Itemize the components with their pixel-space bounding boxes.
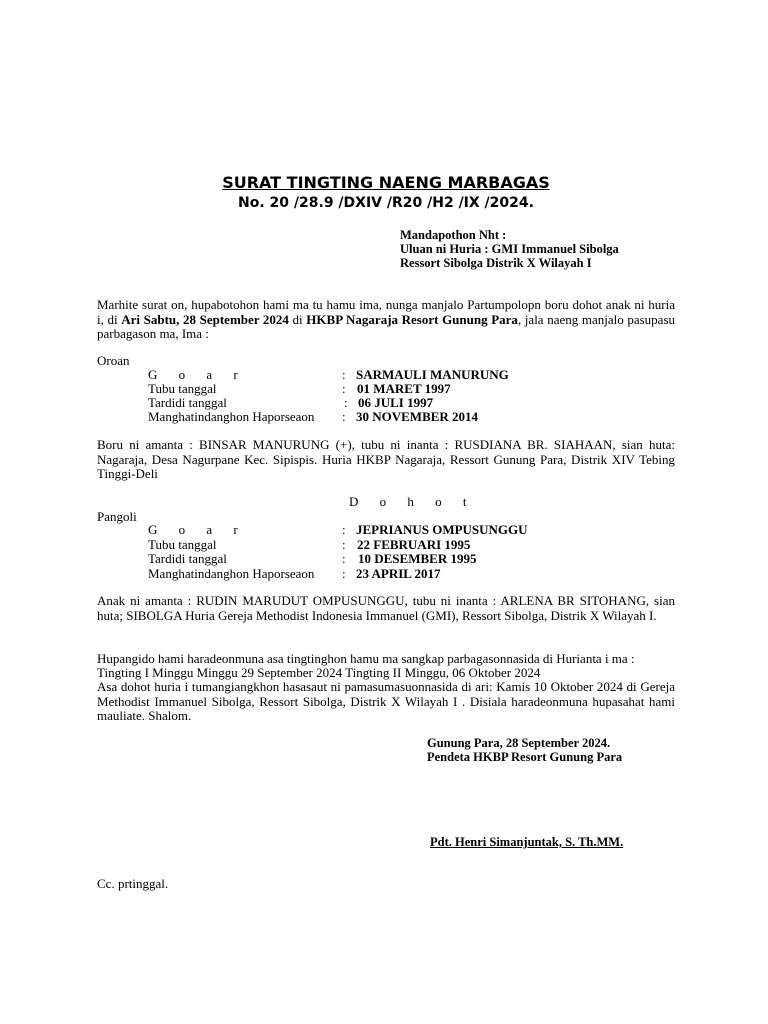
bride-name-colon: : <box>342 367 346 382</box>
groom-confirmation-value: 23 APRIL 2017 <box>356 566 441 581</box>
signature-place-date: Gunung Para, 28 September 2024. <box>427 736 611 750</box>
bride-heading: Oroan <box>97 353 130 368</box>
signature-name: Pdt. Henri Simanjuntak, S. Th.MM. <box>430 835 624 849</box>
groom-confirmation-label: Manghatindanghon Haporseaon <box>148 566 315 581</box>
announcement-paragraph: Asa dohot huria i tumangiangkhon hasasaut ni pamasumasuonnasida di ari: Kamis 10 Oktober 2024 di Gereja Methodist Immanuel Sibolga, Ressort Sibolga, Distrik X Wilayah I . Disiala haradeonmuna hupasahat hami mauliate. Shalom. <box>97 679 675 723</box>
bride-baptism-value: 06 JULI 1997 <box>358 395 434 410</box>
groom-baptism-value: 10 DESEMBER 1995 <box>358 551 477 566</box>
bride-confirmation-colon: : <box>342 409 346 424</box>
cc-line: Cc. prtinggal. <box>97 876 169 891</box>
bride-confirmation-value: 30 NOVEMBER 2014 <box>356 409 479 424</box>
groom-parents-paragraph: Anak ni amanta : RUDIN MARUDUT OMPUSUNGGU, tubu ni inanta : ARLENA BR SITOHANG, sian huta; SIBOLGA Huria Gereja Methodist Indonesia Immanuel (GMI), Ressort Sibolga, Distrik X Wilayah I. <box>97 593 675 623</box>
announcement-line-1: Hupangido hami haradeonmuna asa tingtinghon hamu ma sangkap parbagasonnasida di Hurianta i ma : <box>97 651 635 666</box>
bride-name-label: G o a r <box>148 367 247 382</box>
groom-birth-label: Tubu tanggal <box>148 537 217 552</box>
groom-name-colon: : <box>342 522 346 537</box>
ceremony-date: Ari Sabtu, 28 September 2024 <box>121 311 289 327</box>
signature-position: Pendeta HKBP Resort Gunung Para <box>427 750 623 764</box>
announcement-line-2: Tingting I Minggu Minggu 29 September 2024 Tingting II Minggu, 06 Oktober 2024 <box>97 665 541 680</box>
bride-name-value: SARMAULI MANURUNG <box>356 367 509 382</box>
document-title: SURAT TINGTING NAENG MARBAGAS <box>222 173 550 192</box>
groom-baptism-colon: : <box>342 551 346 566</box>
connector-dohot: D o h o t <box>349 494 476 509</box>
recipient-line-3: Ressort Sibolga Distrik X Wilayah I <box>400 256 592 270</box>
document-number: No. 20 /28.9 /DXIV /R20 /H2 /IX /2024. <box>238 195 534 211</box>
groom-confirmation-colon: : <box>342 566 346 581</box>
intro-paragraph: Marhite surat on, hupabotohon hami ma tu hamu ima, nunga manjalo Partumpolopn boru dohot anak ni huria i, di Ari Sabtu, 28 September 2024 di HKBP Nagaraja Resort Gunung Para, jala naeng manjalo pasupasu parbagason ma, Ima : <box>97 297 675 341</box>
groom-name-value: JEPRIANUS OMPUSUNGGU <box>356 522 528 537</box>
groom-heading: Pangoli <box>97 509 137 524</box>
recipient-line-2: Uluan ni Huria : GMI Immanuel Sibolga <box>400 242 619 256</box>
groom-birth-value: 22 FEBRUARI 1995 <box>357 537 471 552</box>
bride-birth-label: Tubu tanggal <box>148 381 217 396</box>
bride-baptism-colon: : <box>344 395 348 410</box>
groom-name-label: G o a r <box>148 522 247 537</box>
ceremony-place: HKBP Nagaraja Resort Gunung Para <box>306 311 518 327</box>
bride-birth-value: 01 MARET 1997 <box>357 381 451 396</box>
bride-parents-paragraph: Boru ni amanta : BINSAR MANURUNG (+), tubu ni inanta : RUSDIANA BR. SIAHAAN, sian huta: Nagaraja, Desa Nagurpane Kec. Sipispis. Huria HKBP Nagaraja, Ressort Gunung Para, Distrik XIV Tebing Tinggi-Deli <box>97 437 675 481</box>
recipient-line-1: Mandapothon Nht : <box>400 228 507 242</box>
bride-birth-colon: : <box>342 381 346 396</box>
bride-baptism-label: Tardidi tanggal <box>148 395 227 410</box>
groom-birth-colon: : <box>342 537 346 552</box>
bride-confirmation-label: Manghatindanghon Haporseaon <box>148 409 315 424</box>
groom-baptism-label: Tardidi tanggal <box>148 551 227 566</box>
